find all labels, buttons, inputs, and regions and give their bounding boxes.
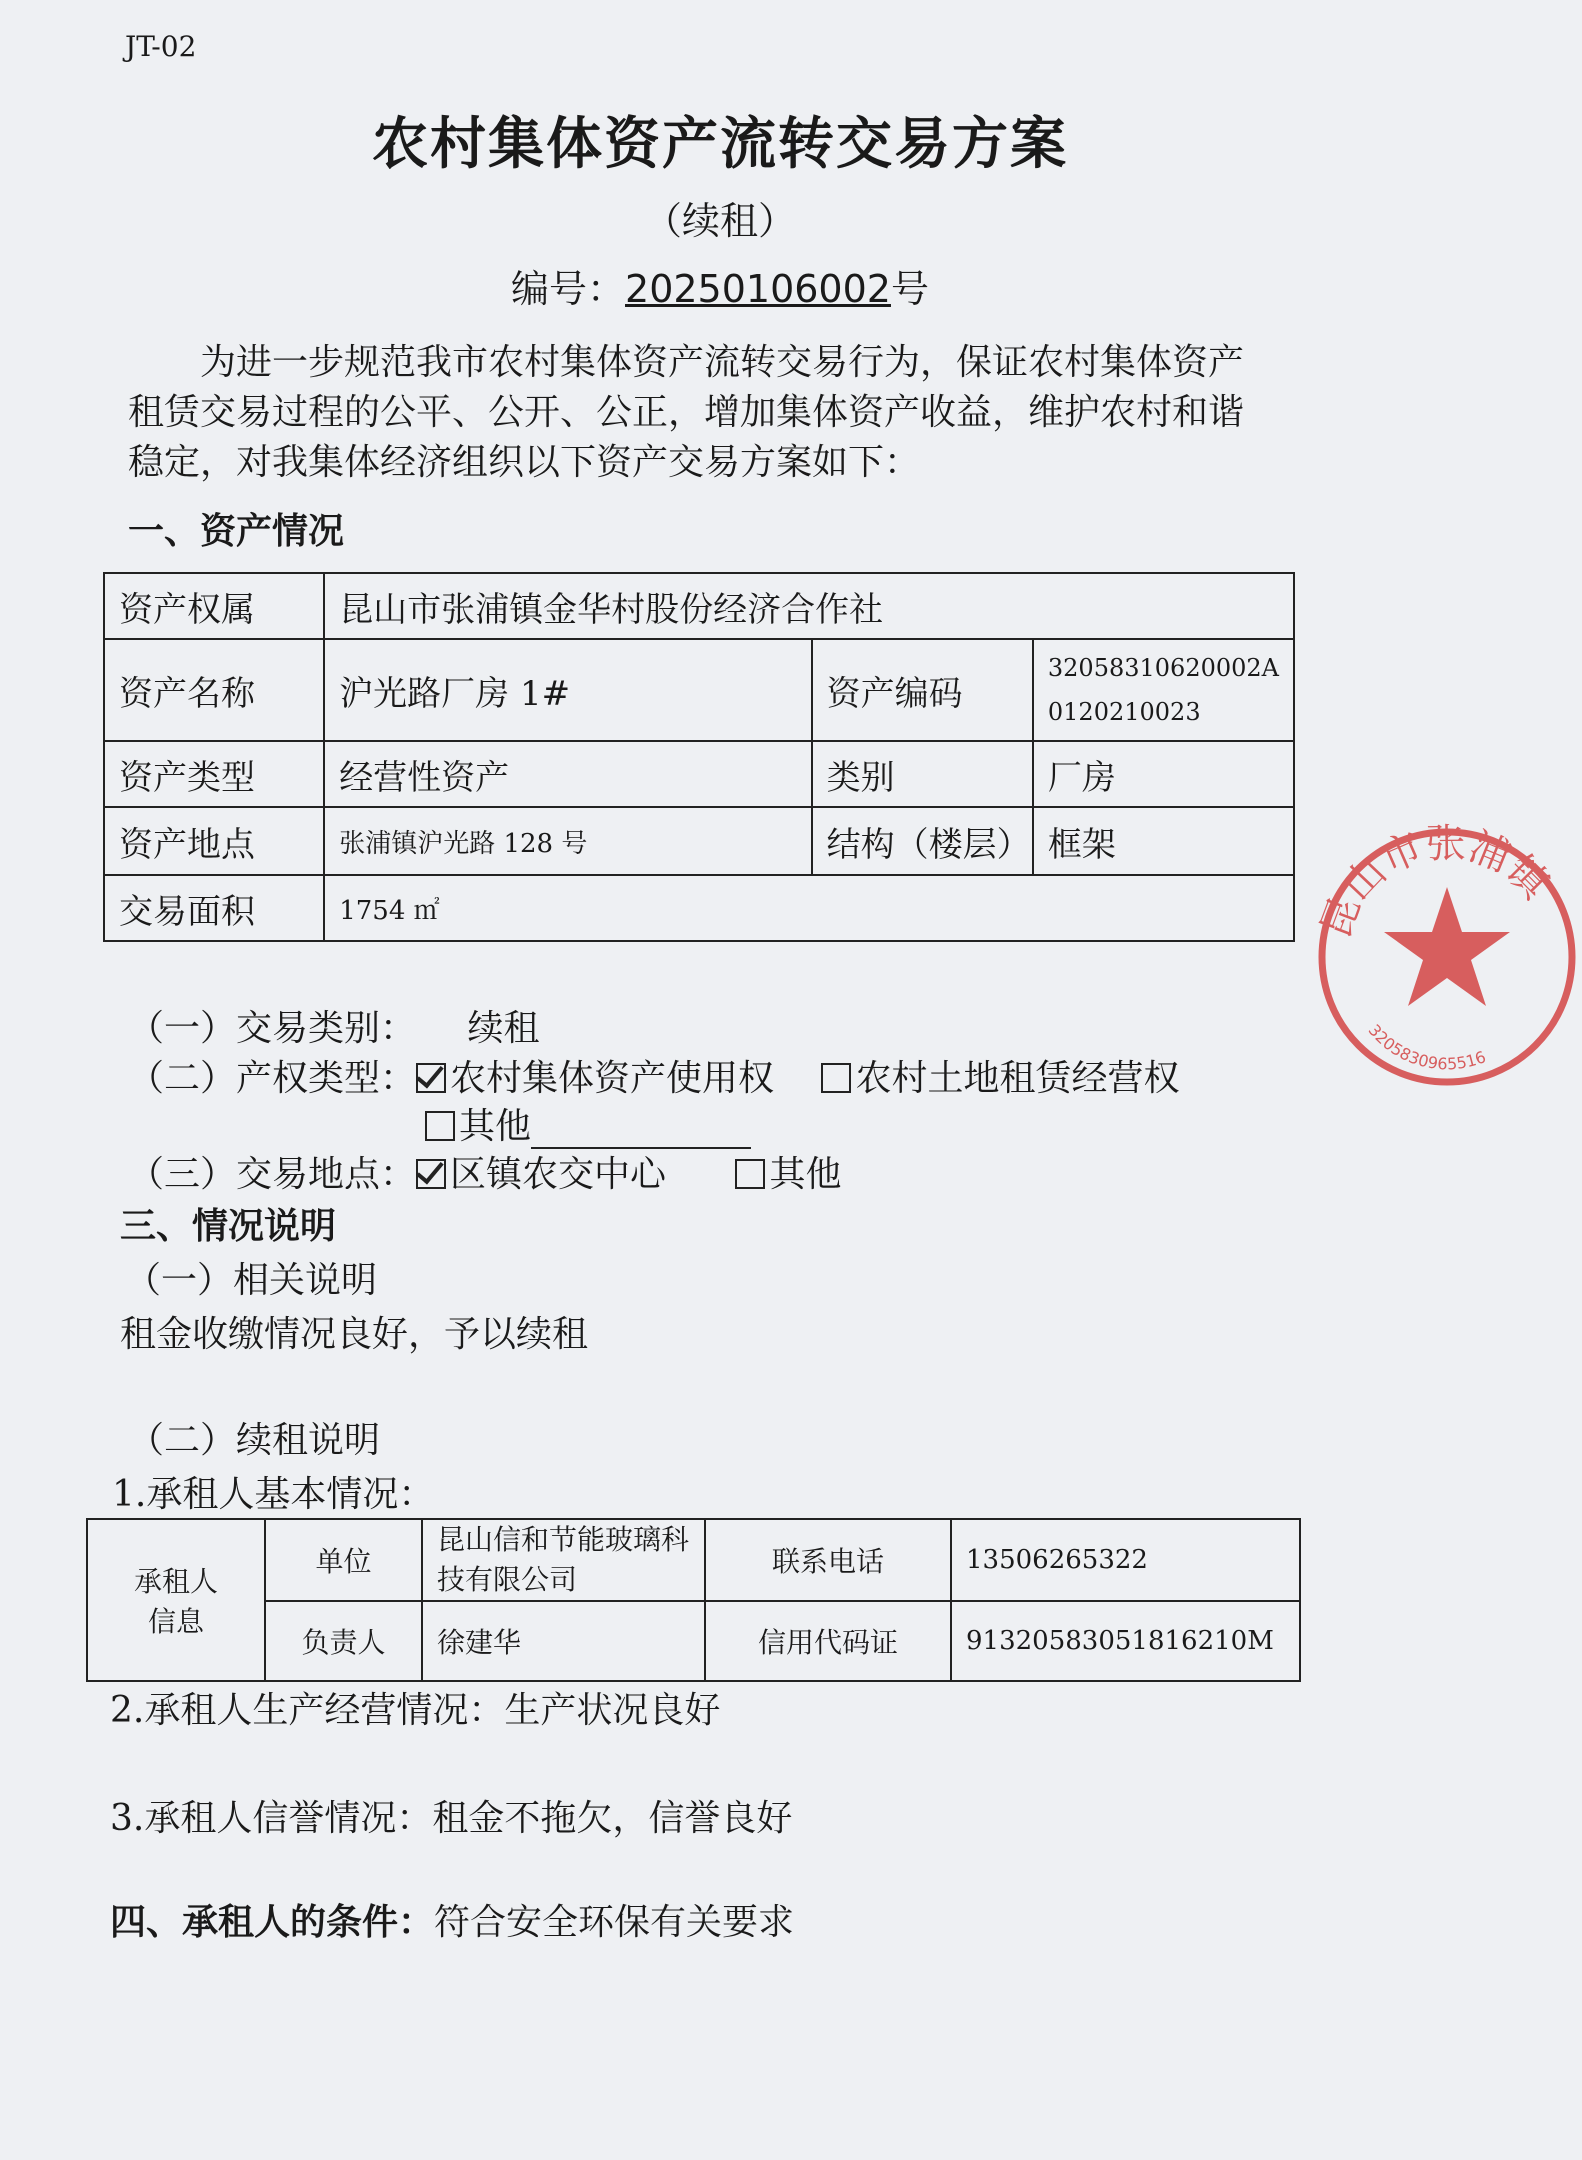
option-label: 区镇农交中心 [450,1154,667,1195]
intro-paragraph [128,338,1278,488]
serial-suffix: 号 [890,267,929,311]
cell-label: 结构（楼层） [812,807,1033,875]
table-row [104,639,1294,741]
option-label: 其他 [459,1106,532,1147]
renewal-label: （二）续租说明 [128,1420,381,1461]
conditions-label: 四、承租人的条件： [110,1901,435,1943]
group-label-line: 承租人 [133,1565,218,1598]
conditions-line [110,1894,794,1945]
table-row [87,1601,1300,1681]
option-label: 农村集体资产使用权 [450,1058,775,1099]
cell-value: 张浦镇沪光路 128 号 [324,807,811,875]
cell-label [87,1519,265,1681]
trade-type-value: 续租 [467,1008,540,1049]
table-row [87,1519,1300,1601]
intro-line: 为进一步规范我市农村集体资产流转交易行为，保证农村集体资产 [200,342,1245,383]
option-label: 农村土地租赁经营权 [855,1058,1180,1099]
cell-label: 交易面积 [104,875,324,941]
cell-value-code [1033,639,1294,741]
cell-value: 913205830518162​10M [951,1601,1300,1681]
property-other-line [425,1098,751,1149]
cell-label: 类别 [812,741,1033,807]
trade-place-line [128,1146,842,1197]
lessee-basic-label: 1.承租人基本情况： [112,1474,435,1515]
checkbox-icon[interactable] [821,1063,851,1093]
blank-line [531,1117,751,1149]
property-type-line [128,1050,1180,1101]
cell-label: 负责人 [265,1601,422,1681]
cell-label: 资产编码 [812,639,1033,741]
credit-value: 租金不拖欠，信誉良好 [432,1798,793,1839]
option-label: 其他 [769,1154,842,1195]
group-label-line: 信息 [147,1605,204,1638]
asset-table [103,572,1295,942]
cell-label: 单位 [265,1519,422,1601]
cell-value: 徐建华 [422,1601,705,1681]
cell-label: 信用代码证 [705,1601,951,1681]
cell-label: 资产名称 [104,639,324,741]
table-row [104,875,1294,941]
doc-number: JT-02 [125,30,197,63]
code-line: 0120210023 [1047,698,1201,726]
serial-line [0,258,1440,313]
official-seal-icon [1312,822,1582,1092]
cell-label: 联系电话 [705,1519,951,1601]
trade-type-line [128,1000,539,1051]
cell-value: 昆山市张浦镇金华村股份经济合作社 [324,573,1294,639]
unit-line: 技有限公司 [437,1563,578,1596]
serial-label: 编号： [511,267,626,311]
operation-line [110,1682,720,1733]
conditions-value: 符合安全环保有关要求 [434,1902,795,1943]
lessee-table [86,1518,1301,1682]
intro-line: 租赁交易过程的公平、公开、公正，增加集体资产收益，维护农村和谐 [128,392,1245,433]
related-label: （一）相关说明 [125,1260,378,1301]
credit-line [110,1790,792,1841]
related-text: 租金收缴情况良好，予以续租 [120,1314,589,1355]
cell-label: 资产权属 [104,573,324,639]
code-line: 32058310620002A [1047,654,1279,682]
operation-value: 生产状况良好 [504,1690,721,1731]
page-subtitle: （续租） [643,199,796,243]
checkbox-icon[interactable] [416,1159,446,1189]
trade-type-label: （一）交易类别： [128,1008,417,1049]
property-type-label: （二）产权类型： [128,1058,417,1099]
page-title: 农村集体资产流转交易方案 [372,111,1068,177]
serial-number: 20250106002 [625,267,891,311]
checkbox-icon[interactable] [425,1111,455,1141]
checkbox-icon[interactable] [416,1063,446,1093]
cell-value: 框架 [1033,807,1294,875]
cell-value: 沪光路厂房 1# [324,639,811,741]
cell-value: 厂房 [1033,741,1294,807]
svg-text:昆山市张浦镇: 昆山市张浦镇 [1312,822,1558,945]
cell-value [422,1519,705,1601]
table-row [104,741,1294,807]
cell-value: 1754 ㎡ [324,875,1294,941]
checkbox-icon[interactable] [735,1159,765,1189]
cell-value: 经营性资产 [324,741,811,807]
unit-line: 昆山信和节能玻璃科 [437,1523,690,1556]
section-heading-situation: 三、情况说明 [120,1205,337,1247]
credit-label: 3.承租人信誉情况： [110,1798,433,1839]
trade-place-label: （三）交易地点： [128,1154,417,1195]
cell-label: 资产地点 [104,807,324,875]
intro-line: 稳定，对我集体经济组织以下资产交易方案如下： [128,442,921,483]
cell-label: 资产类型 [104,741,324,807]
table-row [104,807,1294,875]
operation-label: 2.承租人生产经营情况： [110,1690,505,1731]
section-heading-assets: 一、资产情况 [128,510,345,552]
svg-text:3205830965516: 3205830965516 [1364,1020,1489,1074]
cell-value: 13506265322 [951,1519,1300,1601]
table-row [104,573,1294,639]
